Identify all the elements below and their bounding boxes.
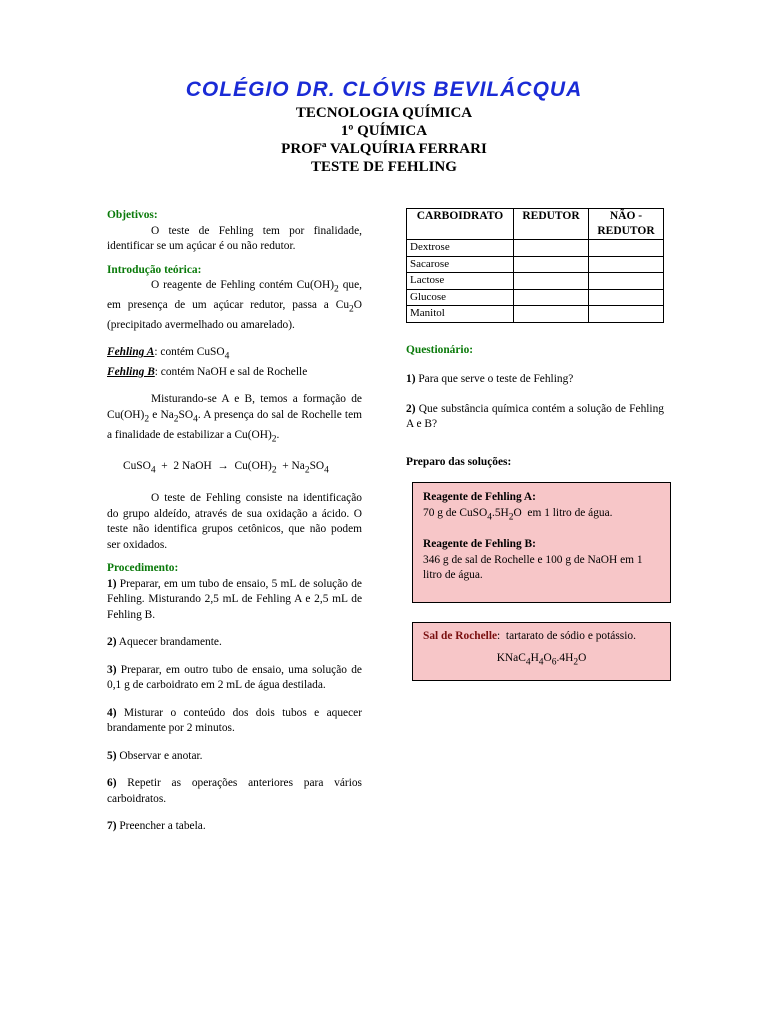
document-header — [0, 76, 768, 176]
introducao-paragraph-2: Misturando-se A e B, temos a formação de $Cu(OH)_2$ e $Na_2SO_4$. A presença do sal de Rochelle tem a finalidade de estabilizar a $Cu(OH)_2$. — [107, 393, 362, 444]
cell-redutor[interactable] — [514, 240, 589, 257]
table-row — [407, 256, 664, 273]
reagent-a-title: Reagente de Fehling A: — [423, 491, 536, 503]
header-redutor: REDUTOR — [514, 209, 589, 240]
reagent-b-text: 346 g de sal de Rochelle e 100 g de NaOH em 1 litro de água. — [423, 553, 643, 582]
procedimento-step-3: 3) Preparar, em outro tubo de ensaio, uma solução de 0,1 g de carboidrato em 2 mL de água destilada. — [107, 663, 362, 692]
table-row — [407, 306, 664, 323]
test-title: TESTE DE FEHLING — [311, 159, 457, 175]
header-nao-redutor: NÃO -REDUTOR — [589, 209, 664, 240]
cell-redutor[interactable] — [514, 256, 589, 273]
right-column — [406, 208, 664, 470]
procedimento-step-1: 1) Preparar, em um tubo de ensaio, 5 mL de solução de Fehling. Misturando 2,5 mL de Fehling A e 2,5 mL de Fehling B. — [107, 577, 362, 621]
questionario-title: Questionário: — [406, 343, 474, 356]
row-label: Lactose — [407, 273, 514, 290]
cell-nao-redutor[interactable] — [589, 289, 664, 306]
class-name: 1º QUÍMICA — [340, 123, 428, 139]
procedimento-step-5: 5) Observar e anotar. — [107, 749, 203, 762]
left-column — [107, 208, 362, 835]
cell-redutor[interactable] — [514, 273, 589, 290]
table-header-row — [407, 209, 664, 240]
row-label: Glucose — [407, 289, 514, 306]
procedimento-title: Procedimento: — [107, 562, 179, 575]
fehling-b-line: Fehling B: contém NaOH e sal de Rochelle — [107, 365, 308, 378]
fehling-a-line: Fehling A: contém CuSO$_4$ — [107, 346, 230, 362]
question-2: 2) Que substância química contém a solução de Fehling A e B? — [406, 402, 664, 430]
reagent-b-title: Reagente de Fehling B: — [423, 538, 536, 551]
cell-redutor[interactable] — [514, 306, 589, 323]
cell-nao-redutor[interactable] — [589, 273, 664, 290]
row-label: Dextrose — [407, 240, 514, 257]
cell-nao-redutor[interactable] — [589, 256, 664, 273]
rochelle-formula: $KNaC_4H_4O_6.4H_2O$ — [496, 651, 587, 667]
header-carboidrato: CARBOIDRATO — [407, 209, 514, 240]
objetivos-text: O teste de Fehling tem por finalidade, identificar se um açúcar é ou não redutor. — [107, 224, 362, 252]
rochelle-description: Sal de Rochelle: tartarato de sódio e potássio. — [423, 630, 636, 642]
procedimento-step-2: 2) Aquecer brandamente. — [107, 636, 222, 649]
school-name: COLÉGIO DR. CLÓVIS BEVILÁCQUA — [185, 78, 583, 101]
teacher-name: PROFª VALQUÍRIA FERRARI — [281, 141, 487, 157]
reaction-equation: CuSO$_4$ + 2 NaOH → $Cu(OH)_2 + Na_2SO_4$ — [123, 460, 329, 476]
cell-nao-redutor[interactable] — [589, 240, 664, 257]
course-name: TECNOLOGIA QUÍMICA — [295, 105, 473, 121]
procedimento-step-6: 6) Repetir as operações anteriores para vários carboidratos. — [107, 777, 362, 805]
row-label: Manitol — [407, 306, 514, 323]
cell-redutor[interactable] — [514, 289, 589, 306]
carboidrato-table — [406, 208, 664, 323]
question-1: 1) Para que serve o teste de Fehling? — [406, 373, 574, 385]
table-row — [407, 273, 664, 290]
table-row — [407, 289, 664, 306]
objetivos-title: Objetivos: — [107, 209, 158, 221]
cell-nao-redutor[interactable] — [589, 306, 664, 323]
reagent-box — [412, 482, 671, 603]
rochelle-box — [412, 622, 671, 681]
reagent-a-text: 70 g de $CuSO_4.5H_2O$ em 1 litro de água. — [423, 506, 613, 522]
introducao-paragraph-1: O reagente de Fehling contém $Cu(OH)_2$ que, em presença de um açúcar redutor, passa a $Cu_2O$ (precipitado avermelhado ou amarelado). — [107, 279, 362, 331]
introducao-title: Introdução teórica: — [107, 263, 202, 276]
introducao-paragraph-3: O teste de Fehling consiste na identificação do grupo aldeído, através de sua oxidação a ácido. O teste não identifica grupos cetônicos, que não podem ser oxidados. — [107, 492, 362, 551]
preparo-title: Preparo das soluções: — [406, 455, 512, 468]
procedimento-step-4: 4) Misturar o conteúdo dos dois tubos e aquecer brandamente por 2 minutos. — [107, 706, 362, 735]
procedimento-step-7: 7) Preencher a tabela. — [107, 820, 206, 833]
table-row — [407, 240, 664, 257]
row-label: Sacarose — [407, 256, 514, 273]
